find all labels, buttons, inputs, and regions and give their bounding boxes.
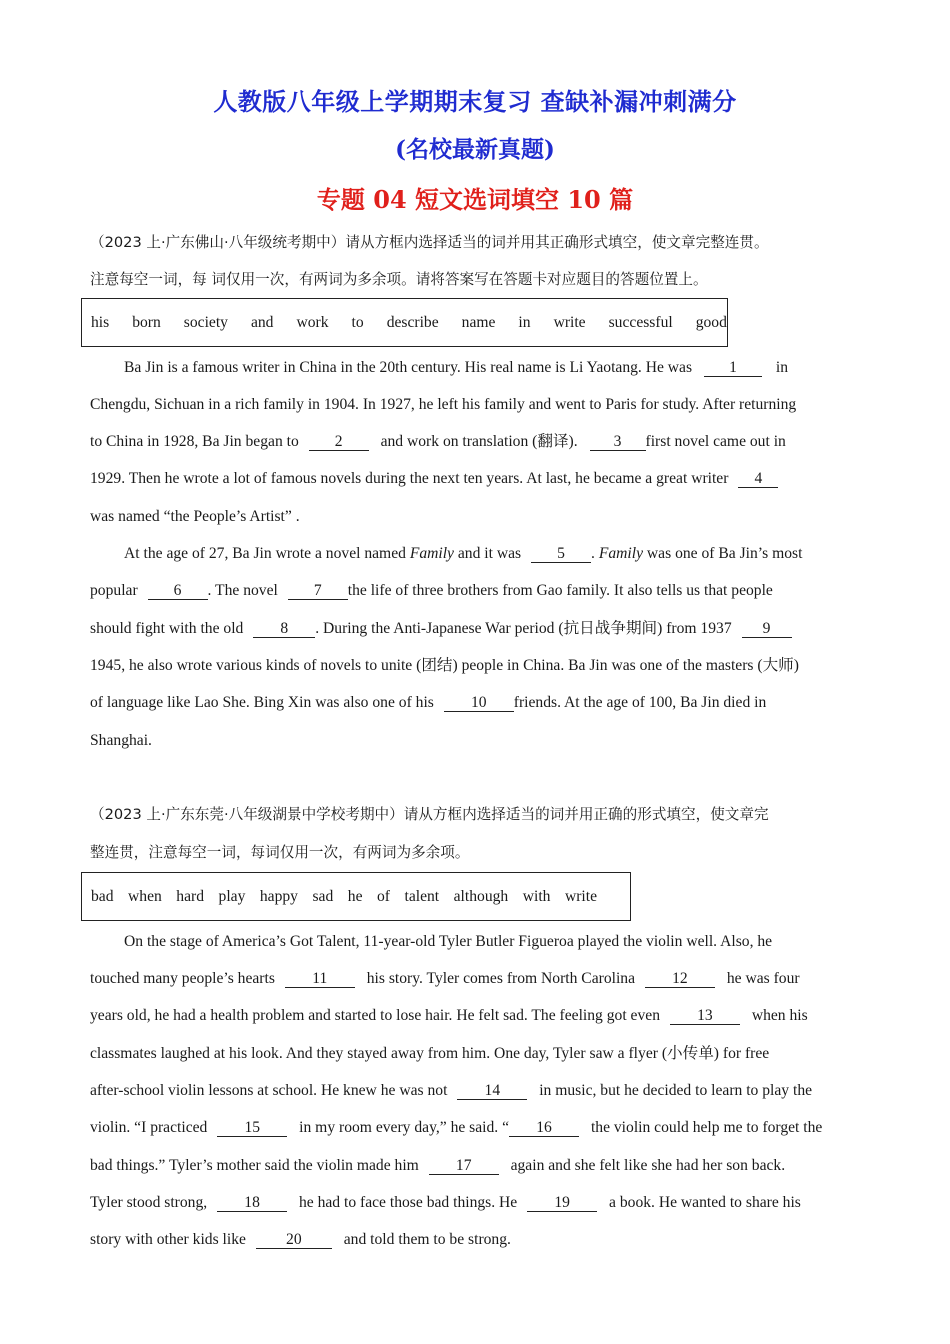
- word-option: work: [296, 313, 329, 331]
- p1-line-1: [124, 358, 788, 378]
- text: in music, but he decided to learn to play the: [539, 1082, 813, 1099]
- text: after-school violin lessons at school. He knew he was not: [90, 1082, 448, 1099]
- blank-8[interactable]: 8: [253, 621, 315, 638]
- word-option: sad: [312, 887, 334, 905]
- word-option: talent: [404, 887, 440, 905]
- passage2-instruction-line2: 整连贯，注意每空一词，每词仅用一次，有两词为多余项。: [90, 844, 470, 861]
- blank-1[interactable]: 1: [704, 360, 762, 377]
- word-option: bad: [91, 887, 114, 905]
- text: At the age of 27, Ba Jin wrote a novel named: [124, 545, 406, 562]
- text: and told them to be strong.: [343, 1231, 511, 1248]
- passage1-word-box: [81, 298, 728, 347]
- blank-15[interactable]: 15: [217, 1120, 287, 1137]
- text: the life of three brothers from Gao family. It also tells us that people: [347, 582, 773, 599]
- text: the violin could help me to forget the: [590, 1119, 823, 1136]
- word-option: write: [553, 313, 586, 331]
- text: should fight with the old: [90, 620, 244, 637]
- text: Tyler stood strong,: [90, 1194, 208, 1211]
- p2-line-8: [90, 1193, 801, 1213]
- text: was one of Ba Jin’s most: [646, 545, 803, 562]
- word-option: good: [695, 313, 727, 331]
- text: again and she felt like she had her son back.: [510, 1157, 786, 1174]
- word-option: of: [377, 887, 390, 905]
- doc-subtitle: (名校最新真题): [395, 136, 555, 163]
- blank-3[interactable]: 3: [590, 434, 646, 451]
- p2-line-5: [90, 1081, 812, 1101]
- passage2-word-box: [81, 872, 631, 921]
- blank-14[interactable]: 14: [457, 1083, 527, 1100]
- text: he was four: [726, 970, 800, 987]
- blank-12[interactable]: 12: [645, 971, 715, 988]
- text: . The novel: [207, 582, 278, 599]
- blank-4[interactable]: 4: [738, 471, 778, 488]
- text: and it was: [457, 545, 522, 562]
- text: a book. He wanted to share his: [609, 1194, 801, 1211]
- p1-line-2: Chengdu, Sichuan in a rich family in 1904. In 1927, he left his family and went to Paris for study. After returning: [90, 396, 797, 413]
- word-option: and: [250, 313, 274, 331]
- blank-7[interactable]: 7: [288, 583, 348, 600]
- p1-line-6: [124, 544, 802, 564]
- text: popular: [90, 582, 138, 599]
- text: story with other kids like: [90, 1231, 246, 1248]
- blank-5[interactable]: 5: [531, 546, 591, 563]
- text: in: [775, 359, 789, 376]
- text: of language like Lao She. Bing Xin was also one of his: [90, 694, 434, 711]
- text: 1929. Then he wrote a lot of famous novels during the next ten years. At last, he became a great writer: [90, 470, 729, 487]
- blank-10[interactable]: 10: [444, 695, 514, 712]
- word-option: to: [351, 313, 364, 331]
- word-option: born: [132, 313, 161, 331]
- word-option: society: [183, 313, 228, 331]
- text: in my room every day,” he said. “: [299, 1119, 510, 1136]
- p1-line-3: [90, 432, 786, 452]
- text: friends. At the age of 100, Ba Jin died in: [513, 694, 767, 711]
- text: when his: [751, 1007, 808, 1024]
- word-option: in: [518, 313, 531, 331]
- text: he had to face those bad things. He: [298, 1194, 518, 1211]
- word-option: with: [522, 887, 551, 905]
- word-option: happy: [259, 887, 298, 905]
- blank-18[interactable]: 18: [217, 1195, 287, 1212]
- p1-line-4: [90, 469, 778, 489]
- text: .: [591, 545, 595, 562]
- p2-line-4: classmates laughed at his look. And they stayed away from him. One day, Tyler saw a flyer (小传单) for free: [90, 1045, 770, 1062]
- blank-20[interactable]: 20: [256, 1232, 332, 1249]
- word-option: hard: [176, 887, 205, 905]
- p2-line-2: [90, 969, 800, 989]
- blank-17[interactable]: 17: [429, 1158, 499, 1175]
- text: first novel came out in: [645, 433, 786, 450]
- p2-line-9: [90, 1230, 511, 1250]
- text: violin. “I practiced: [90, 1119, 208, 1136]
- text: his story. Tyler comes from North Carolina: [366, 970, 636, 987]
- passage1-instruction-line2: 注意每空一词，每 词仅用一次，有两词为多余项。请将答案写在答题卡对应题目的答题位置上。: [90, 271, 708, 288]
- p1-line-9: 1945, he also wrote various kinds of novels to unite (团结) people in China. Ba Jin was one of the masters (大师): [90, 657, 799, 674]
- topic-title: 专题 04 短文选词填空 10 篇: [316, 185, 634, 214]
- text: . During the Anti-Japanese War period (抗日战争期间) from 1937: [315, 620, 732, 637]
- passage2-instruction-line1: （2023 上·广东东莞·八年级湖景中学校考期中）请从方框内选择适当的词并用正确的形式填空，使文章完: [90, 806, 769, 823]
- p1-line-8: [90, 619, 792, 639]
- text: touched many people’s hearts: [90, 970, 275, 987]
- word-option: his: [91, 313, 110, 331]
- word-option: when: [128, 887, 162, 905]
- blank-11[interactable]: 11: [285, 971, 355, 988]
- p2-line-3: [90, 1006, 808, 1026]
- p1-line-10: [90, 693, 766, 713]
- blank-13[interactable]: 13: [670, 1008, 740, 1025]
- word-option: name: [461, 313, 496, 331]
- blank-16[interactable]: 16: [509, 1120, 579, 1137]
- novel-title: Family: [598, 545, 644, 562]
- novel-title: Family: [409, 545, 454, 562]
- blank-19[interactable]: 19: [527, 1195, 597, 1212]
- p2-line-1: On the stage of America’s Got Talent, 11-year-old Tyler Butler Figueroa played the violin well. Also, he: [124, 933, 773, 950]
- p1-line-5: was named “the People’s Artist” .: [90, 508, 300, 525]
- p2-line-6: [90, 1118, 822, 1138]
- word-option: he: [347, 887, 363, 905]
- word-option: play: [218, 887, 246, 905]
- doc-title: 人教版八年级上学期期末复习 查缺补漏冲刺满分: [213, 87, 737, 116]
- p1-line-7: [90, 581, 773, 601]
- word-option: successful: [608, 313, 673, 331]
- p1-line-11: Shanghai.: [90, 732, 152, 749]
- word-option: although: [453, 887, 509, 905]
- text: to China in 1928, Ba Jin began to: [90, 433, 299, 450]
- blank-9[interactable]: 9: [742, 621, 792, 638]
- text: Ba Jin is a famous writer in China in the 20th century. His real name is Li Yaotang. He was: [124, 359, 693, 376]
- blank-6[interactable]: 6: [148, 583, 208, 600]
- text: years old, he had a health problem and started to lose hair. He felt sad. The feeling got even: [90, 1007, 660, 1024]
- word-option: write: [564, 887, 597, 905]
- passage1-instruction-line1: （2023 上·广东佛山·八年级统考期中）请从方框内选择适当的词并用其正确形式填空，使文章完整连贯。: [90, 234, 769, 251]
- blank-2[interactable]: 2: [309, 434, 369, 451]
- word-option: describe: [386, 313, 439, 331]
- p2-line-7: [90, 1156, 785, 1176]
- text: and work on translation (翻译).: [380, 433, 578, 450]
- text: bad things.” Tyler’s mother said the violin made him: [90, 1157, 419, 1174]
